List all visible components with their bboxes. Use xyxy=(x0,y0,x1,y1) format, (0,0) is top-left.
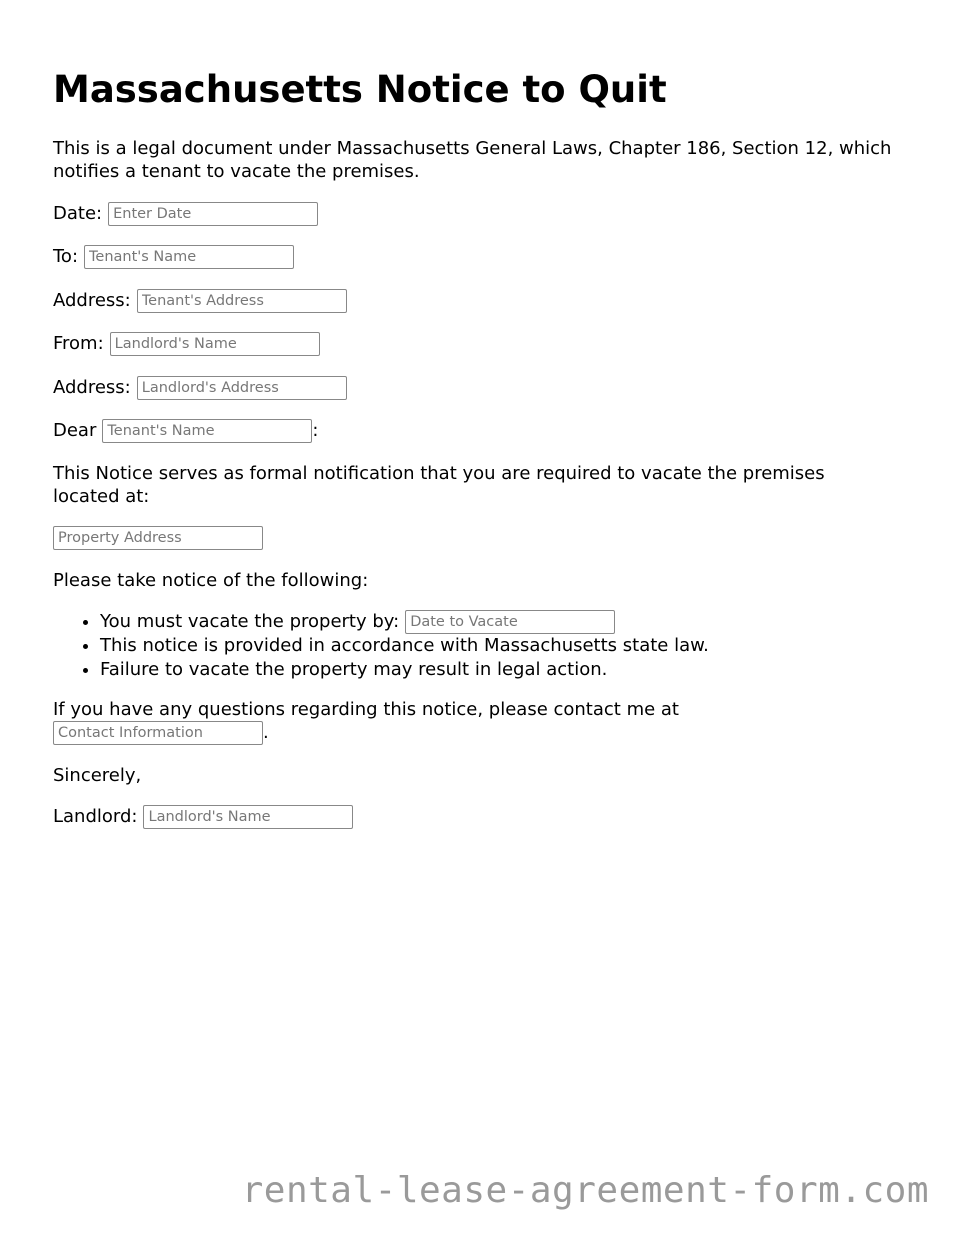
notice-list xyxy=(53,610,709,681)
signature-row xyxy=(53,805,353,829)
watermark-text: rental-lease-agreement-form.com xyxy=(241,1170,929,1211)
date-row xyxy=(53,202,318,226)
page-title: Massachusetts Notice to Quit xyxy=(53,68,667,111)
landlord-address-row xyxy=(53,376,347,400)
landlord-signature-input[interactable] xyxy=(143,805,353,829)
questions-text: If you have any questions regarding this notice, please contact me at xyxy=(53,699,679,720)
dear-label: Dear xyxy=(53,420,97,441)
landlord-address-label: Address: xyxy=(53,377,131,398)
date-input[interactable] xyxy=(108,202,318,226)
property-address-row xyxy=(53,526,263,550)
vacate-by-label: You must vacate the property by: xyxy=(100,611,400,632)
dear-row xyxy=(53,419,318,443)
to-label: To: xyxy=(53,246,79,267)
contact-row xyxy=(53,721,269,745)
date-label: Date: xyxy=(53,203,103,224)
from-label: From: xyxy=(53,333,104,354)
landlord-signature-label: Landlord: xyxy=(53,806,138,827)
list-item-vacate-by xyxy=(100,610,709,634)
property-address-input[interactable] xyxy=(53,526,263,550)
contact-period: . xyxy=(263,722,269,743)
take-notice-text: Please take notice of the following: xyxy=(53,570,369,591)
vacate-date-input[interactable] xyxy=(405,610,615,634)
landlord-name-input[interactable] xyxy=(110,332,320,356)
tenant-address-row xyxy=(53,289,347,313)
dear-tenant-input[interactable] xyxy=(102,419,312,443)
tenant-address-input[interactable] xyxy=(137,289,347,313)
from-row xyxy=(53,332,320,356)
landlord-address-input[interactable] xyxy=(137,376,347,400)
list-item: • Failure to vacate the property may result in legal action. xyxy=(100,658,709,682)
intro-paragraph: This is a legal document under Massachusetts General Laws, Chapter 186, Section 12, which notifies a tenant to vacate the premises. xyxy=(53,138,892,182)
tenant-name-input[interactable] xyxy=(84,245,294,269)
notice-paragraph: This Notice serves as formal notification that you are required to vacate the premises located at: xyxy=(53,463,825,507)
contact-info-input[interactable] xyxy=(53,721,263,745)
closing-text: Sincerely, xyxy=(53,765,142,786)
list-item: • This notice is provided in accordance with Massachusetts state law. xyxy=(100,634,709,658)
to-row xyxy=(53,245,294,269)
tenant-address-label: Address: xyxy=(53,290,131,311)
dear-colon: : xyxy=(312,420,319,441)
